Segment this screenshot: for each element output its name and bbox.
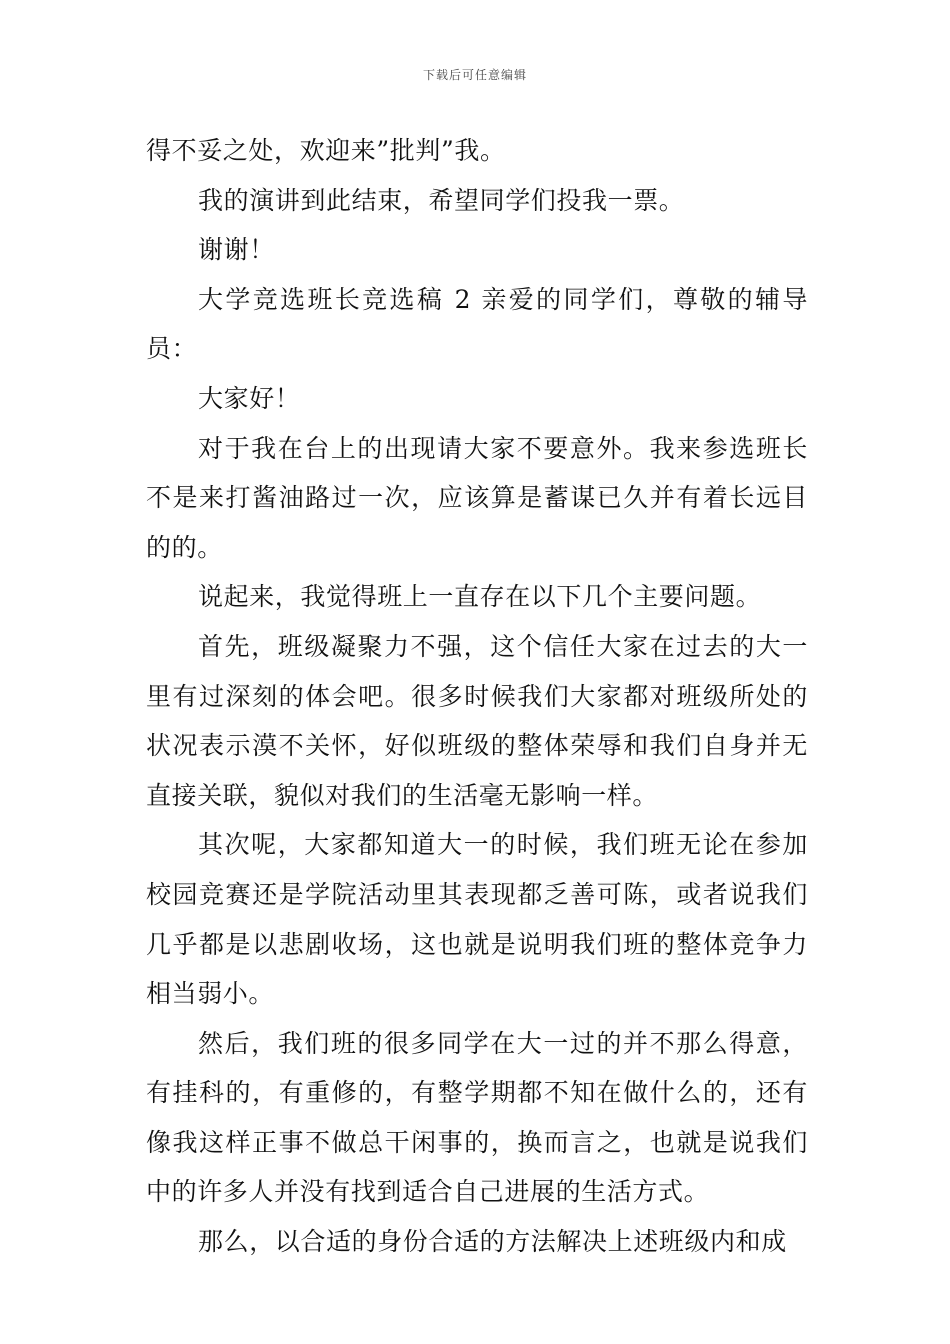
paragraph: 大家好！: [198, 383, 301, 413]
paragraph: 谢谢！: [198, 235, 275, 265]
paragraph: 得不妥之处，欢迎来”批判”我。: [146, 136, 506, 165]
paragraph: 对于我在台上的出现请大家不要意外。我来参选班长不是来打酱油路过一次，应该算是蓄谋已久并有着长远目的的。: [146, 433, 808, 562]
paragraph: 其次呢，大家都知道大一的时候，我们班无论在参加校园竞赛还是学院活动里其表现都乏善可陈，或者说我们几乎都是以悲剧收场，这也就是说明我们班的整体竞争力相当弱小。: [146, 830, 808, 1009]
paragraph: 然后，我们班的很多同学在大一过的并不那么得意，有挂科的，有重修的，有整学期都不知在做什么的，还有像我这样正事不做总干闲事的，换而言之，也就是说我们中的许多人并没有找到适合自己进展的生活方式。: [146, 1028, 808, 1207]
paragraph: 说起来，我觉得班上一直存在以下几个主要问题。: [198, 582, 762, 612]
document-body: [146, 126, 808, 1267]
paragraph: 大学竞选班长竞选稿 2 亲爱的同学们，尊敬的辅导员：: [146, 284, 808, 364]
page-header-note: 下载后可任意编辑: [422, 68, 527, 82]
paragraph: 那么，以合适的身份合适的方法解决上述班级内和成: [198, 1227, 787, 1257]
paragraph: 我的演讲到此结束，希望同学们投我一票。: [198, 185, 685, 215]
paragraph: 首先，班级凝聚力不强，这个信任大家在过去的大一里有过深刻的体会吧。很多时候我们大家都对班级所处的状况表示漠不关怀，好似班级的整体荣辱和我们自身并无直接关联，貌似对我们的生活毫无影响一样。: [146, 631, 808, 810]
